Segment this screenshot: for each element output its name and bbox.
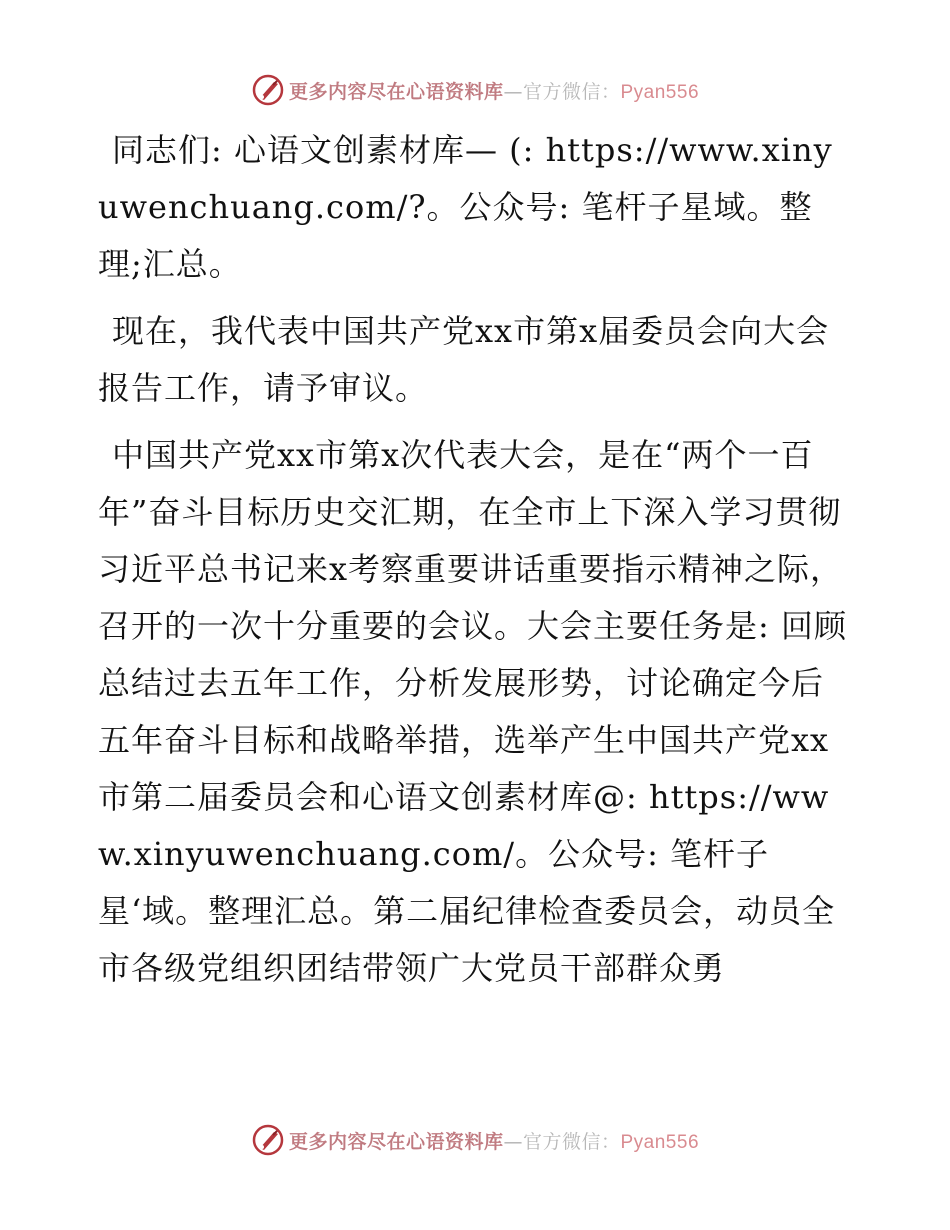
watermark-wechat-label: 官方微信： <box>522 1130 621 1153</box>
paragraph-congress-purpose: 中国共产党xx市第x次代表大会，是在“两个一百年”奋斗目标历史交汇期，在全市上下深入学习贯彻习近平总书记来x考察重要讲话重要指示精神之际，召开的一次十分重要的会议。大会主要任务是: 回顾总结过去五年工作，分析发展形势，讨论确定今后五年奋斗目标和战略举措，选举产生中国共产党xx市第二届委员会和心语文创素材库@: https://www.xinyuwenchuang.com/。公众号: 笔杆子星‘域。整理汇总。第二届纪律检查委员会，动员全市各级党组织团结带领广大党员干部群众勇 <box>98 436 847 987</box>
watermark-dash: — <box>503 1130 523 1153</box>
paragraph-report-intro: 现在，我代表中国共产党xx市第x届委员会向大会报告工作，请予审议。 <box>98 312 830 407</box>
watermark-site: 更多内容尽在心语资料库 <box>288 1130 504 1153</box>
quill-pen-logo-icon <box>251 73 285 107</box>
footer-watermark <box>0 1120 950 1160</box>
watermark-text <box>289 1127 699 1154</box>
document-body <box>98 122 850 1007</box>
watermark-account: Pyan556 <box>620 81 700 103</box>
watermark-site: 更多内容尽在心语资料库 <box>288 80 504 103</box>
watermark-dash: — <box>503 80 523 103</box>
watermark-account: Pyan556 <box>620 1131 700 1153</box>
header-watermark <box>0 70 950 110</box>
watermark-wechat-label: 官方微信： <box>522 80 621 103</box>
watermark-text <box>289 77 699 104</box>
quill-pen-logo-icon <box>251 1123 285 1157</box>
paragraph-salutation: 同志们: 心语文创素材库— (: https://www.xinyuwenchuang.com/?。公众号: 笔杆子星域。整理;汇总。 <box>98 131 833 283</box>
